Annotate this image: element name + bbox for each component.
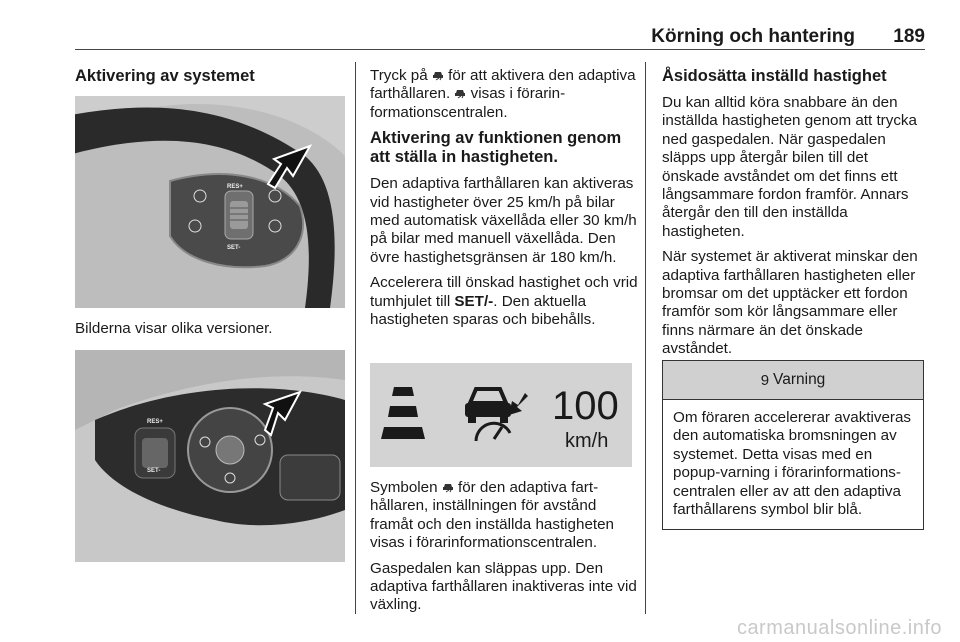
watermark: carmanualsonline.info (736, 617, 942, 639)
adaptive-cruise-icon (454, 88, 466, 99)
steering-wheel-figure-1 (75, 96, 345, 308)
col2-paragraph-2: Den adaptiva farthållaren kan aktiveras vid hastigheter över 25 km/h på bilar med automatisk växellåda eller 30 km/h på bilar med manuell växellåda. Den övre hastighetsgränsen är 180 km/h. (370, 175, 637, 266)
column-3 (662, 67, 928, 366)
set-speed-heading: Aktivering av funktionen genom att ställa in hastigheten. (370, 129, 622, 167)
warning-header (663, 361, 923, 400)
fig2-res-label: RES+ (147, 419, 163, 425)
col2-paragraph-1: Tryck på för att aktivera den adaptiva farthållaren. visas i förarinformationscentralen. (370, 67, 636, 121)
fig1-res-label: RES+ (227, 184, 243, 190)
adaptive-cruise-icon (432, 70, 444, 81)
warning-title: Varning (773, 371, 826, 388)
column-divider-1 (355, 62, 356, 614)
figure-caption: Bilderna visar olika versioner. (75, 320, 273, 337)
col2-paragraph-4: Symbolen för den adaptiva farthållaren, inställningen för avstånd framåt och den inställda hastigheten visas i förarinformationscentralen. (370, 479, 615, 552)
driver-info-display (370, 363, 632, 467)
activation-heading: Aktivering av systemet (75, 67, 255, 85)
warning-box (662, 360, 924, 530)
col2-paragraph-5: Gaspedalen kan släppas upp. Den adaptiva farthållaren inaktiveras inte vid växling. (370, 559, 637, 614)
override-heading: Åsidosätta inställd hastighet (662, 67, 887, 85)
page-number: 189 (893, 26, 925, 47)
col3-paragraph-2: När systemet är aktiverat minskar den adaptiva farthållaren hastigheten eller bromsar om det upptäcker ett fordon framför som kör långsammare eller finns närmare än det önskade avståndet. (662, 248, 918, 358)
set-speed-value: 100 (552, 384, 619, 428)
section-title: Körning och hantering (651, 26, 855, 47)
set-minus-label: SET/- (454, 292, 494, 310)
warning-icon: 9 (760, 371, 770, 389)
fig1-set-label: SET- (227, 245, 241, 251)
speed-unit: km/h (565, 430, 609, 452)
col2-paragraph-3: Accelerera till önskad hastighet och vrid tumhjulet till SET/-. Den aktuella hastigheten sparas och bibehålls. (370, 274, 638, 329)
warning-text: Om föraren accelererar avaktiveras den automatiska bromsningen av systemet. Detta visas med en popup-varning i förarinformationscentralen eller av att den adaptiva farthållarens symbol blir blå. (673, 409, 912, 519)
column-2 (370, 67, 638, 336)
header-rule (75, 49, 925, 50)
col3-paragraph-1: Du kan alltid köra snabbare än den inställda hastigheten genom att trycka ned gaspedalen. När gaspedalen släpps upp återgår bilen till det önskade avståndet om det finns ett långsammare fordon framför. Annars återgår den till den inställda hastigheten. (662, 94, 917, 240)
page-header (75, 26, 925, 48)
column-divider-2 (645, 62, 646, 614)
adaptive-cruise-icon (442, 482, 454, 493)
steering-wheel-figure-2 (75, 350, 345, 562)
fig2-set-label: SET- (147, 468, 161, 474)
column-2-lower (370, 479, 638, 622)
